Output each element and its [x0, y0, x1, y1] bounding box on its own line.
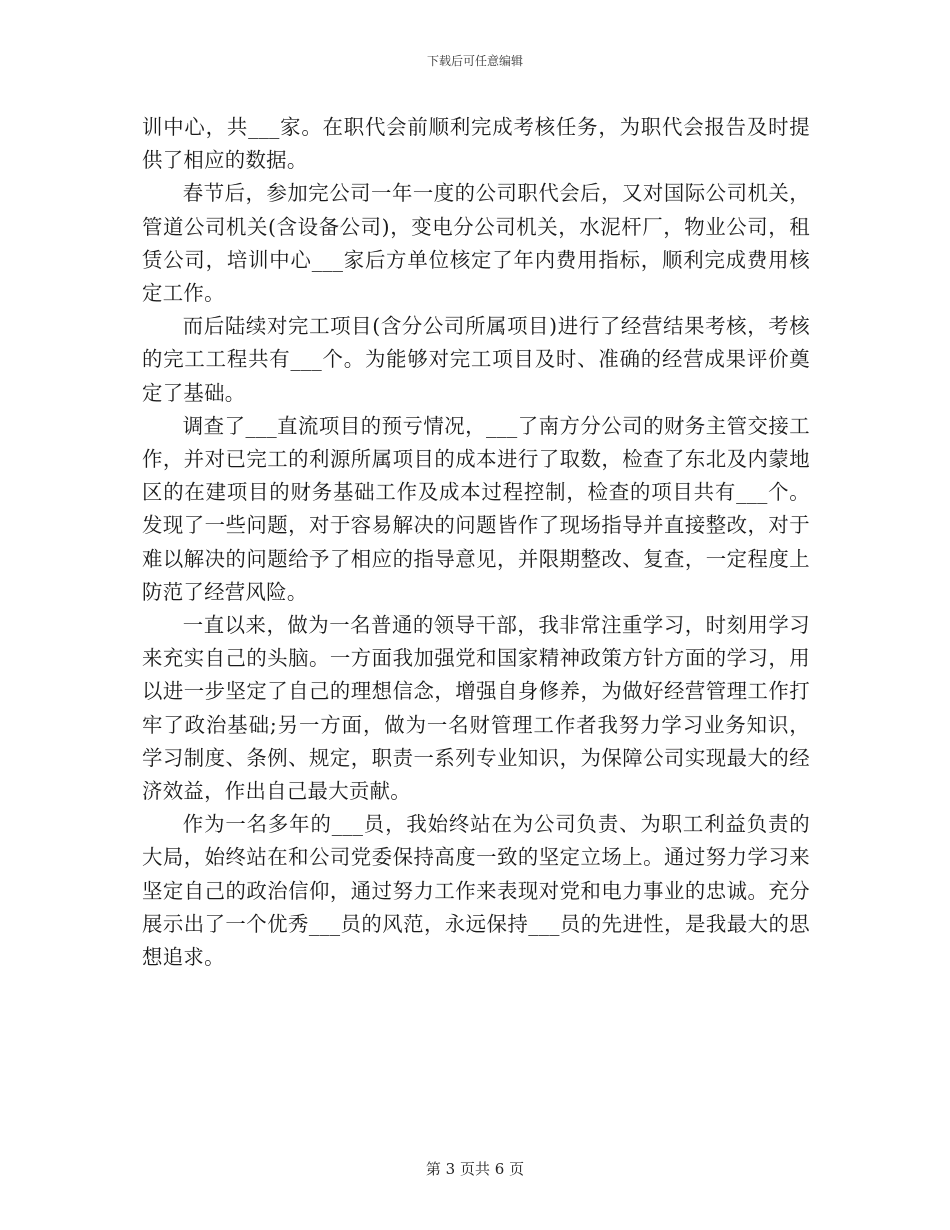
paragraph-1: 训中心，共___家。在职代会前顺利完成考核任务，为职代会报告及时提供了相应的数据。	[142, 115, 810, 173]
paragraph-6: 作为一名多年的___员，我始终站在为公司负责、为职工利益负责的大局，始终站在和公司党委保持高度一致的坚定立场上。通过努力学习来坚定自己的政治信仰，通过努力工作来表现对党和电力事业的忠诚。充分展示出了一个优秀___员的风范，永远保持___员的先进性，是我最大的思想追求。	[142, 812, 810, 970]
paragraph-3: 而后陆续对完工项目(含分公司所属项目)进行了经营结果考核，考核的完工工程共有___个。为能够对完工项目及时、准确的经营成果评价奠定了基础。	[142, 314, 810, 405]
paragraph-5: 一直以来，做为一名普通的领导干部，我非常注重学习，时刻用学习来充实自己的头脑。一方面我加强党和国家精神政策方针方面的学习，用以进一步坚定了自己的理想信念，增强自身修养，为做好经营管理工作打牢了政治基础;另一方面，做为一名财管理工作者我努力学习业务知识，学习制度、条例、规定，职责一系列专业知识，为保障公司实现最大的经济效益，作出自己最大贡献。	[142, 613, 810, 804]
paragraph-4: 调查了___直流项目的预亏情况，___了南方分公司的财务主管交接工作，并对已完工的利源所属项目的成本进行了取数，检查了东北及内蒙地区的在建项目的财务基础工作及成本过程控制，检查的项目共有___个。发现了一些问题，对于容易解决的问题皆作了现场指导并直接整改，对于难以解决的问题给予了相应的指导意见，并限期整改、复查，一定程度上防范了经营风险。	[142, 413, 810, 604]
page-header-note: 下载后可任意编辑	[426, 54, 523, 68]
document-body	[142, 111, 810, 974]
page-number-footer: 第 3 页共 6 页	[425, 1160, 525, 1178]
paragraph-2: 春节后，参加完公司一年一度的公司职代会后，又对国际公司机关，管道公司机关(含设备公司)，变电分公司机关，水泥杆厂，物业公司，租赁公司，培训中心___家后方单位核定了年内费用指标，顺利完成费用核定工作。	[142, 181, 810, 306]
